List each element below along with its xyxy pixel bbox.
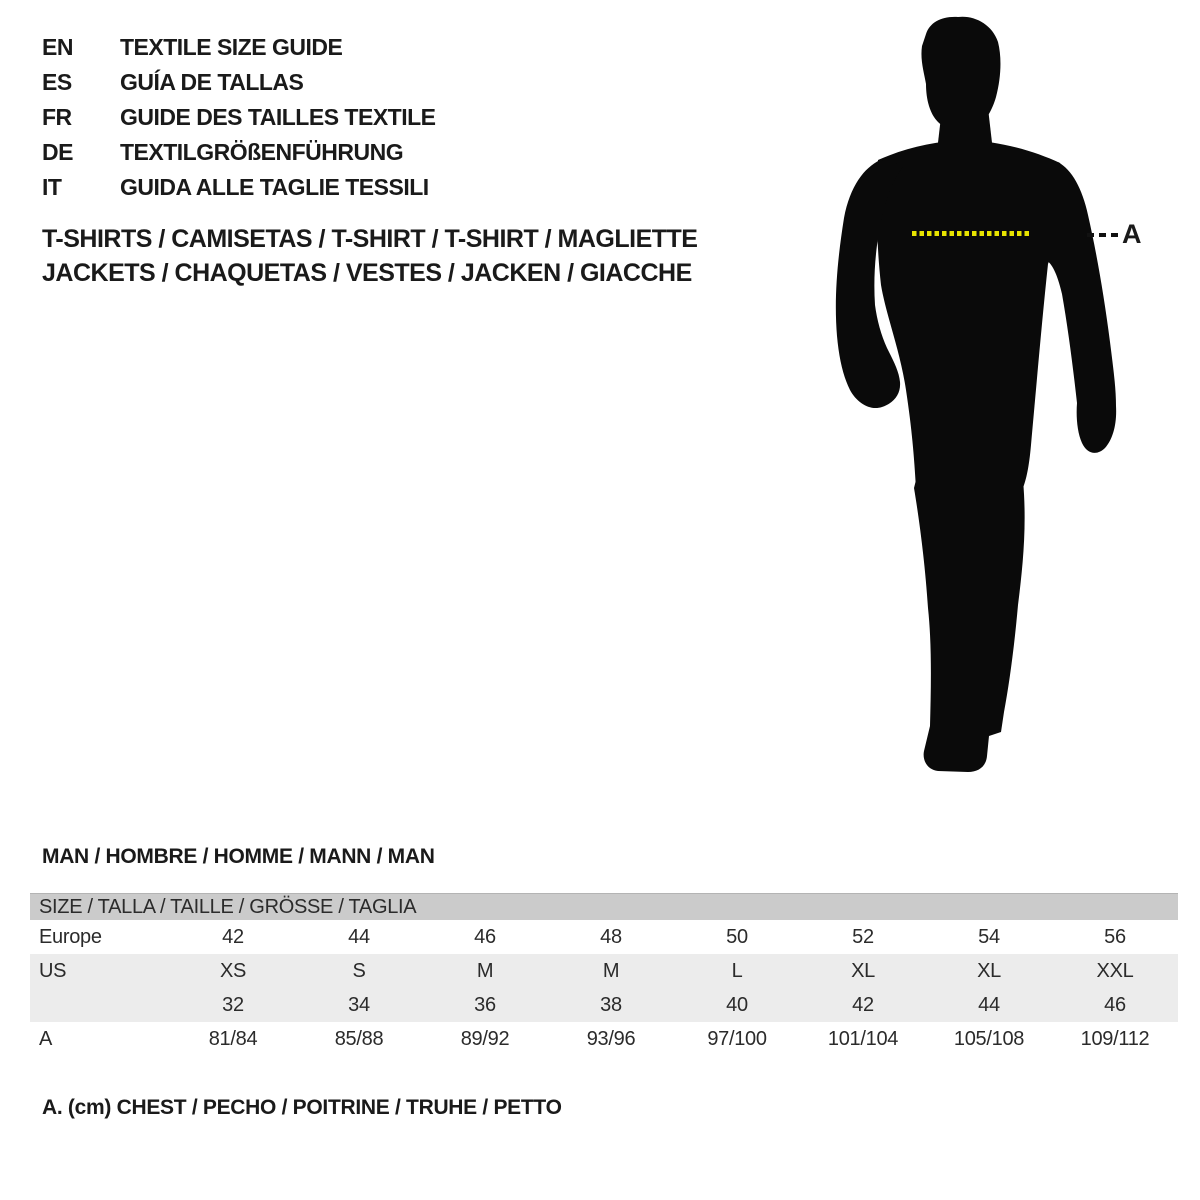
size-cell: 97/100 [707,1027,767,1050]
size-cell: 105/108 [953,1027,1025,1050]
table-row-europe [30,920,1178,954]
silhouette-legs [914,480,1025,772]
size-cell: XL [851,959,875,982]
table-row-us [30,954,1178,988]
size-cell: 85/88 [334,1027,384,1050]
size-cell: 36 [474,993,496,1016]
size-cell: 46 [474,925,496,948]
table-row-chest [30,1022,1178,1056]
size-cell: 81/84 [208,1027,258,1050]
language-code: EN [42,34,73,60]
row-label: A [39,1027,53,1050]
row-label: US [39,959,67,982]
language-code: ES [42,69,72,95]
size-cell: 52 [852,925,874,948]
size-cell: L [731,959,743,982]
size-cell: 40 [726,993,748,1016]
size-cell: 93/96 [586,1027,636,1050]
size-cell: 56 [1104,925,1126,948]
guide-title: GUIDE DES TAILLES TEXTILE [120,104,436,130]
size-cell: XXL [1096,959,1134,982]
measurement-callout-dashes [1087,233,1120,237]
language-row [42,170,436,205]
size-cell: 46 [1104,993,1126,1016]
size-cell: 44 [978,993,1000,1016]
measurement-footnote: A. (cm) CHEST / PECHO / POITRINE / TRUHE / PETTO [42,1096,562,1119]
guide-title: TEXTILGRÖßENFÜHRUNG [120,139,404,165]
size-cell: 48 [600,925,622,948]
language-row [42,100,436,135]
chest-measurement-line [912,231,1032,236]
language-code: FR [42,104,72,130]
silhouette-right-arm [1047,162,1116,453]
product-line-jackets: JACKETS / CHAQUETAS / VESTES / JACKEN / GIACCHE [42,259,692,287]
size-cell: 89/92 [460,1027,510,1050]
product-categories [42,222,697,290]
row-label: Europe [39,925,102,948]
language-title-list [42,30,436,205]
size-cell: XL [977,959,1001,982]
size-cell: 109/112 [1080,1027,1150,1050]
size-cell: 38 [600,993,622,1016]
size-cell: 32 [222,993,244,1016]
guide-title: GUÍA DE TALLAS [120,69,304,95]
size-cell: 42 [222,925,244,948]
guide-title: GUIDA ALLE TAGLIE TESSILI [120,174,429,200]
size-cell: S [352,959,366,982]
silhouette-torso [877,140,1063,488]
size-cell: 50 [726,925,748,948]
size-cell: M [602,959,620,982]
size-cell: 34 [348,993,370,1016]
table-row-numeric [30,988,1178,1022]
size-table [30,893,1178,1056]
product-line-tshirts: T-SHIRTS / CAMISETAS / T-SHIRT / T-SHIRT / MAGLIETTE [42,225,698,253]
language-row [42,65,436,100]
size-cell: 101/104 [827,1027,899,1050]
size-table-header: SIZE / TALLA / TAILLE / GRÖSSE / TAGLIA [30,893,1178,920]
size-cell: 42 [852,993,874,1016]
size-cell: 54 [978,925,1000,948]
language-row [42,135,436,170]
size-cell: XS [219,959,247,982]
gender-section-title: MAN / HOMBRE / HOMME / MANN / MAN [42,845,435,868]
size-cell: M [476,959,494,982]
measurement-label-a: A [1122,219,1142,249]
language-row [42,30,436,65]
language-code: IT [42,174,62,200]
guide-title: TEXTILE SIZE GUIDE [120,34,343,60]
language-code: DE [42,139,73,165]
man-silhouette [820,10,1140,800]
size-cell: 44 [348,925,370,948]
